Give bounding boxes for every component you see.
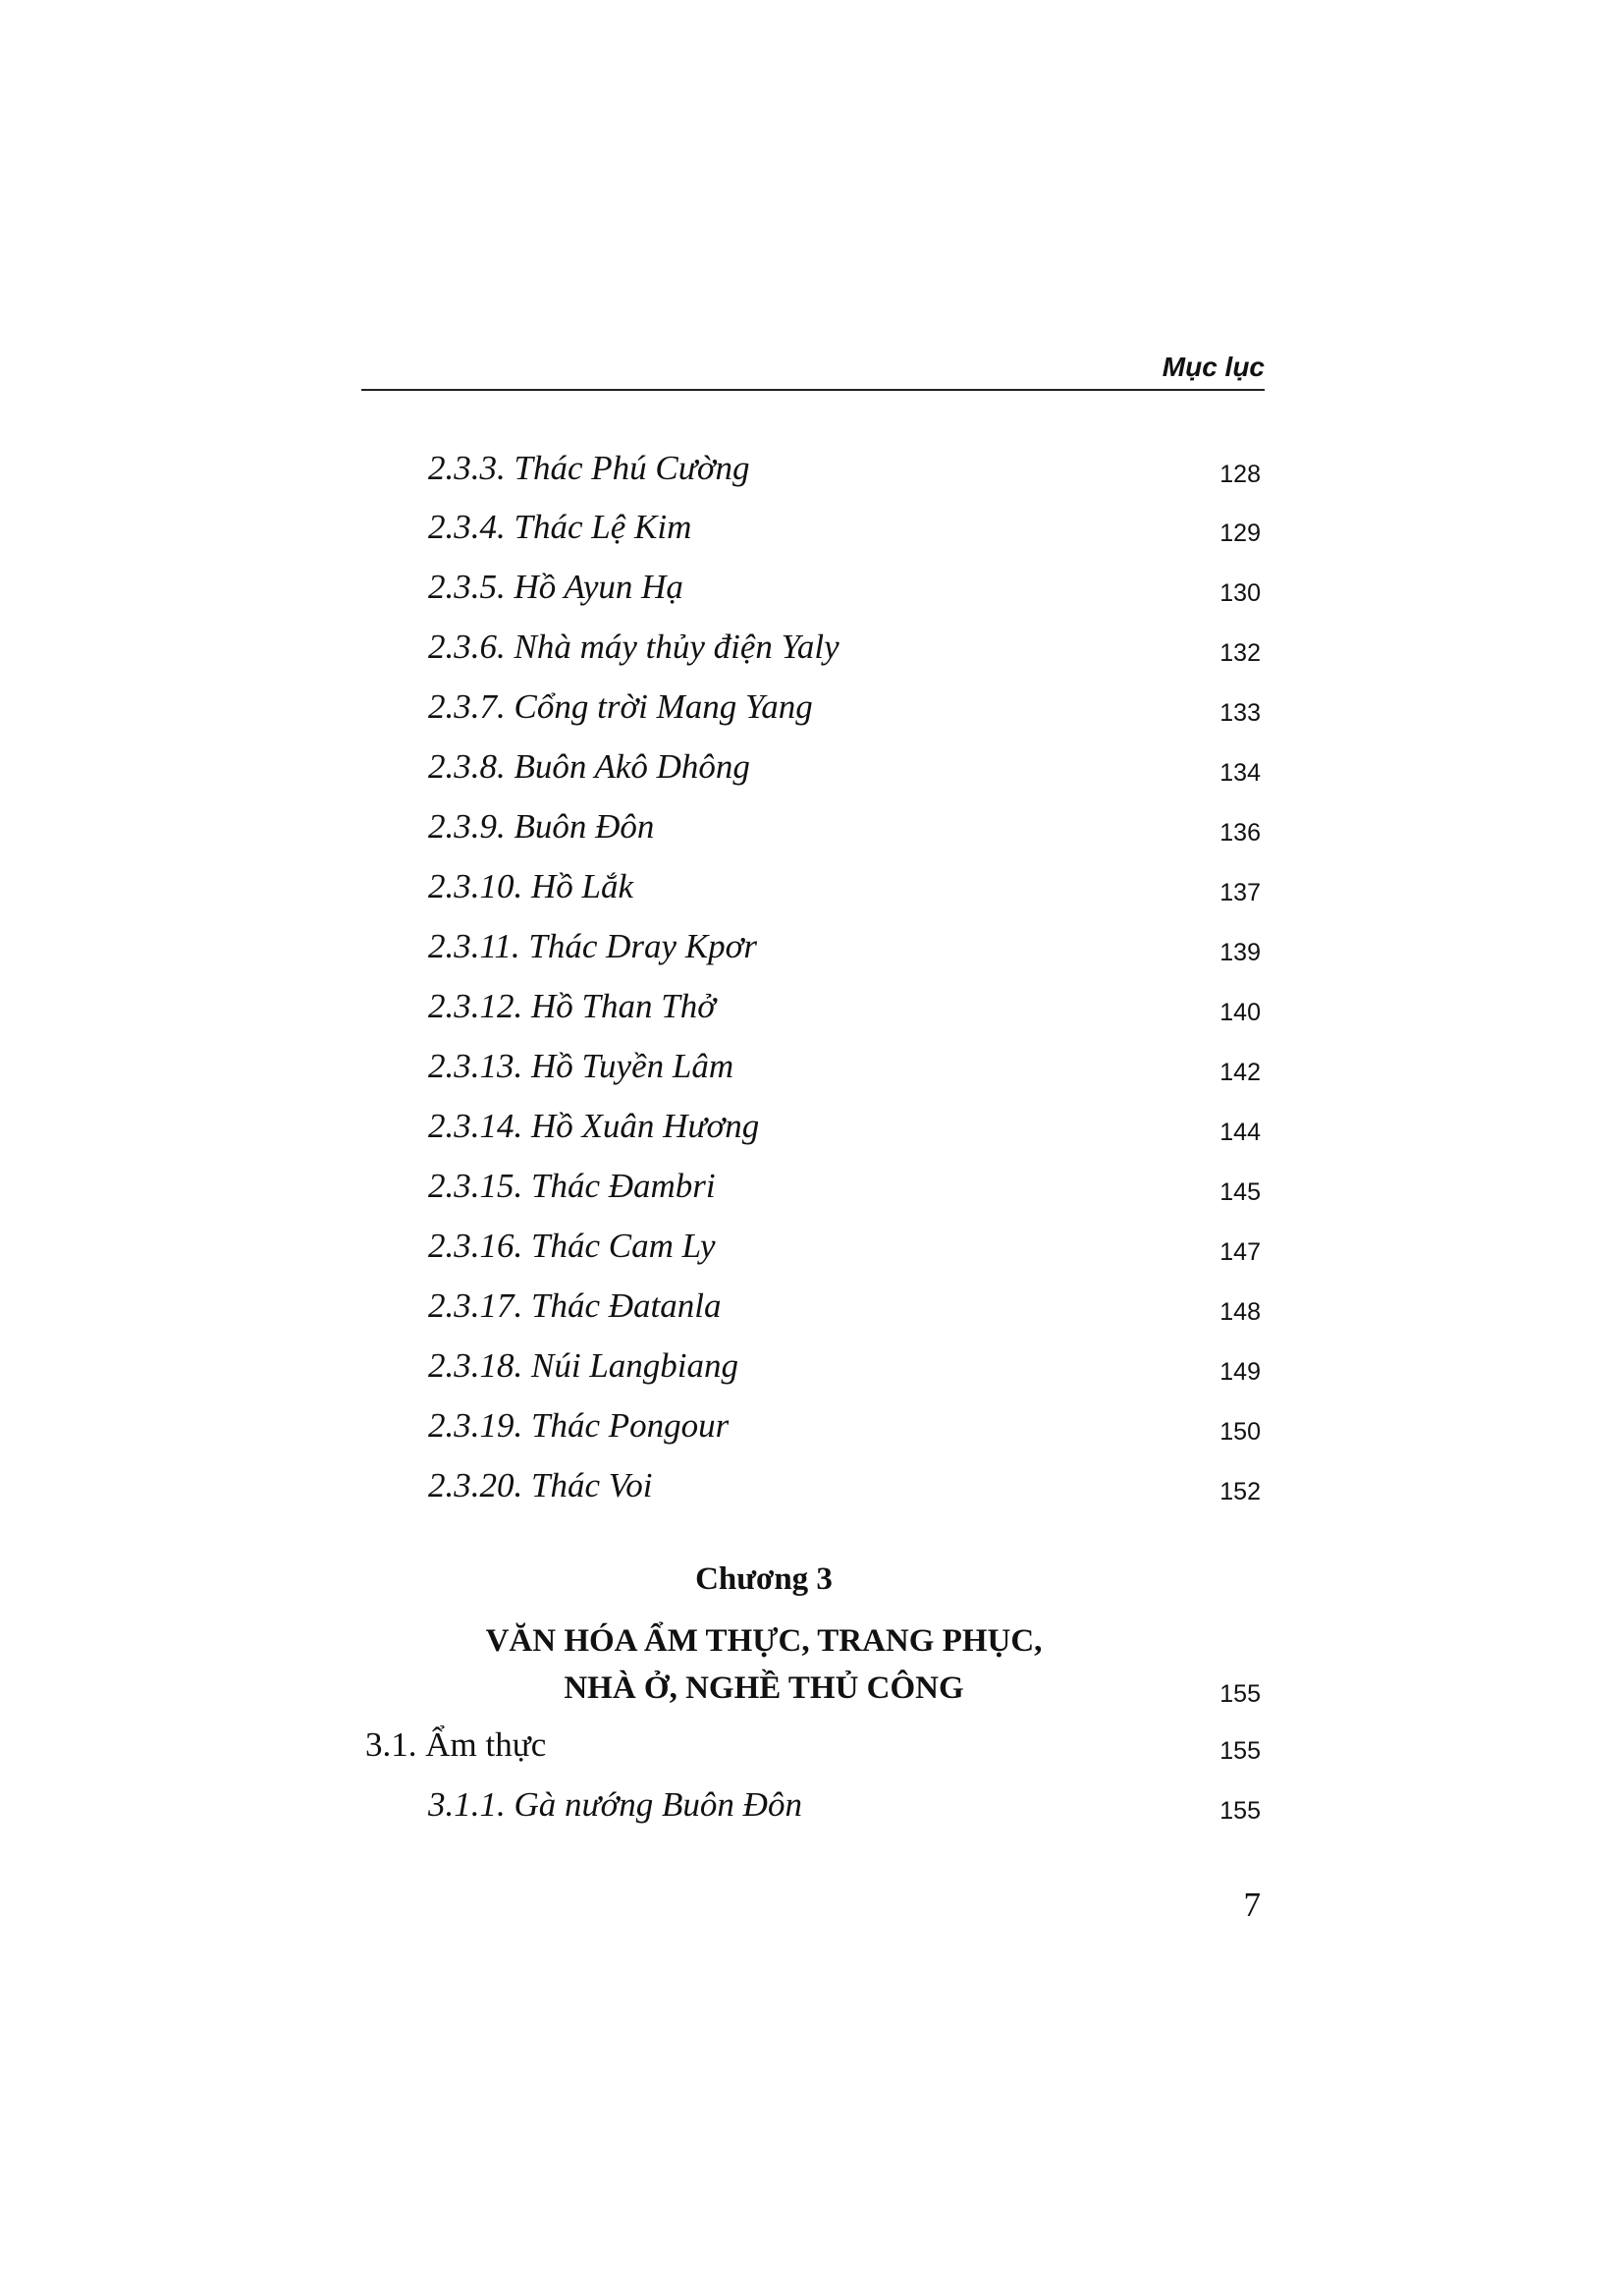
toc-entry-title: 2.3.7. Cổng trời Mang Yang xyxy=(428,687,813,726)
chapter-title-line2[interactable]: NHÀ Ở, NGHỀ THỦ CÔNG xyxy=(564,1670,964,1706)
toc-entry[interactable] xyxy=(361,683,1265,732)
toc-entry-page: 152 xyxy=(1219,1478,1261,1505)
toc-entry[interactable] xyxy=(361,623,1265,672)
toc-entry[interactable] xyxy=(361,503,1265,552)
chapter-page: 155 xyxy=(1219,1680,1261,1708)
toc-entry[interactable] xyxy=(361,1162,1265,1211)
toc-entry-title: 2.3.9. Buôn Đôn xyxy=(428,807,655,846)
toc-section-title: 3.1. Ẩm thực xyxy=(365,1725,547,1764)
toc-entry-page: 139 xyxy=(1219,939,1261,966)
toc-entry[interactable] xyxy=(361,1341,1265,1391)
toc-entry-title: 2.3.6. Nhà máy thủy điện Yaly xyxy=(428,628,839,666)
toc-entry-page: 155 xyxy=(1219,1797,1261,1825)
toc-entry-title: 2.3.10. Hồ Lắk xyxy=(428,867,634,905)
toc-entry-title: 2.3.13. Hồ Tuyền Lâm xyxy=(428,1047,734,1085)
toc-entry-title: 2.3.3. Thác Phú Cường xyxy=(428,449,750,487)
toc-entry-page: 149 xyxy=(1219,1358,1261,1386)
toc-entry-title: 2.3.17. Thác Đatanla xyxy=(428,1286,722,1325)
toc-entry-page: 128 xyxy=(1219,461,1261,488)
toc-entry-page: 150 xyxy=(1219,1418,1261,1446)
toc-entry-page: 133 xyxy=(1219,699,1261,727)
toc-entry[interactable] xyxy=(361,1461,1265,1510)
toc-entry-page: 137 xyxy=(1219,879,1261,906)
chapter-label: Chương 3 xyxy=(695,1561,833,1597)
toc-entry-title: 2.3.11. Thác Dray Kpơr xyxy=(428,927,757,965)
toc-entry-title: 2.3.5. Hồ Ayun Hạ xyxy=(428,568,683,606)
chapter-title-line1[interactable]: VĂN HÓA ẨM THỰC, TRANG PHỤC, xyxy=(485,1623,1043,1659)
toc-entry[interactable] xyxy=(361,1401,1265,1450)
toc-entry-title: 2.3.14. Hồ Xuân Hương xyxy=(428,1107,760,1145)
toc-entry-page: 132 xyxy=(1219,639,1261,667)
toc-entry[interactable] xyxy=(361,563,1265,612)
toc-entry-title: 2.3.18. Núi Langbiang xyxy=(428,1346,739,1385)
toc-entry-title: 2.3.20. Thác Voi xyxy=(428,1466,653,1504)
toc-entry-title: 2.3.8. Buôn Akô Dhông xyxy=(428,747,750,786)
toc-entry-title: 2.3.4. Thác Lệ Kim xyxy=(428,508,692,546)
toc-entry[interactable] xyxy=(361,1222,1265,1271)
page-number: 7 xyxy=(1243,1886,1261,1924)
toc-entry-title: 3.1.1. Gà nướng Buôn Đôn xyxy=(428,1785,802,1824)
toc-entry-page: 148 xyxy=(1219,1298,1261,1326)
toc-entry-page: 130 xyxy=(1219,579,1261,607)
toc-section[interactable] xyxy=(361,1721,1265,1770)
toc-entry-page: 129 xyxy=(1219,519,1261,547)
toc-entry-page: 147 xyxy=(1219,1238,1261,1266)
toc-entry-page: 145 xyxy=(1219,1178,1261,1206)
toc-entry-title: 2.3.12. Hồ Than Thở xyxy=(428,987,716,1025)
toc-entry[interactable] xyxy=(361,1042,1265,1091)
toc-entry-page: 144 xyxy=(1219,1119,1261,1146)
table-of-contents xyxy=(361,0,1265,2296)
toc-entry[interactable] xyxy=(361,742,1265,792)
toc-entry-title: 2.3.19. Thác Pongour xyxy=(428,1406,730,1445)
toc-entry[interactable] xyxy=(361,1780,1265,1830)
toc-entry[interactable] xyxy=(361,802,1265,851)
toc-section-page: 155 xyxy=(1219,1737,1261,1765)
toc-entry[interactable] xyxy=(361,922,1265,971)
toc-entry[interactable] xyxy=(361,1282,1265,1331)
toc-entry-page: 134 xyxy=(1219,759,1261,787)
toc-entry-title: 2.3.15. Thác Đambri xyxy=(428,1167,716,1205)
toc-entry-page: 136 xyxy=(1219,819,1261,847)
toc-entry[interactable] xyxy=(361,862,1265,911)
running-header-title: Mục lục xyxy=(1162,352,1265,382)
toc-entry[interactable] xyxy=(361,982,1265,1031)
toc-entry[interactable] xyxy=(361,1102,1265,1151)
toc-entry-page: 142 xyxy=(1219,1059,1261,1086)
toc-entry-title: 2.3.16. Thác Cam Ly xyxy=(428,1227,716,1265)
toc-entry[interactable] xyxy=(361,444,1265,493)
toc-entry-page: 140 xyxy=(1219,999,1261,1026)
